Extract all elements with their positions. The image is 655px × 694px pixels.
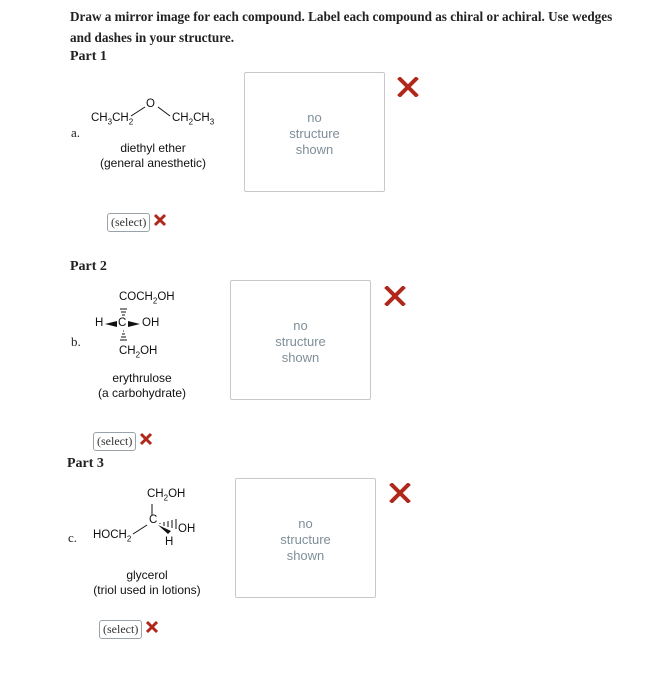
compound-a-name: diethyl ether [120,141,186,155]
glycerol-left-group: $HOCH_2$ [93,529,132,544]
compound-b-name: erythrulose [112,371,172,385]
compound-c-caption [82,568,212,598]
part-2-letter: b. [71,334,81,349]
chirality-select-2[interactable]: (select) [93,432,136,451]
chirality-select-row-3 [99,620,159,639]
no-structure-label: no structure shown [280,516,331,563]
part-3-letter: c. [68,530,78,545]
ether-right-group: $CH_2CH_3$ [172,112,215,127]
incorrect-x-icon [384,286,406,306]
glycerol-c: C [149,514,158,526]
compound-b-use: (a carbohydrate) [97,386,187,400]
drawing-area-part-2[interactable] [230,280,371,400]
select-incorrect-x-icon [145,620,159,639]
select-incorrect-x-icon [153,213,167,232]
compound-c-name: glycerol [126,568,168,582]
structure-erythrulose [88,288,198,368]
ether-left-group: $CH_3CH_2$ [91,112,134,127]
erythrulose-h: H [95,317,104,329]
incorrect-x-icon [397,77,419,97]
incorrect-x-icon [389,483,411,503]
ether-oxygen: O [146,98,155,110]
glycerol-h: H [165,536,174,548]
erythrulose-oh: OH [142,317,160,329]
part-1-letter: a. [71,125,81,140]
compound-c-use: (triol used in lotions) [93,583,201,597]
compound-b-caption [82,371,202,401]
glycerol-top-group: $CH_2OH$ [147,488,186,503]
part-1-title: Part 1 [70,49,107,64]
erythrulose-c: C [118,317,127,329]
chirality-select-3[interactable]: (select) [99,620,142,639]
instructions: Draw a mirror image for each compound. Label each compound as chiral or achiral. Use wedges and dashes in your structure. [70,9,613,45]
part-3-title: Part 3 [67,456,104,471]
chirality-select-row-2 [93,432,153,451]
compound-a-use: (general anesthetic) [99,156,207,170]
erythrulose-top-group: $COCH_2OH$ [119,291,175,306]
glycerol-oh: OH [178,523,196,535]
select-incorrect-x-icon [139,432,153,451]
chirality-select-row-1 [107,213,167,232]
drawing-area-part-3[interactable] [235,478,376,598]
structure-diethyl-ether [88,96,248,136]
part-2-title: Part 2 [70,259,107,274]
chirality-select-1[interactable]: (select) [107,213,150,232]
compound-a-caption [88,141,218,171]
drawing-area-part-1[interactable] [244,72,385,192]
structure-glycerol [88,485,218,560]
no-structure-label: no structure shown [275,318,326,365]
erythrulose-bottom-group: $CH_2OH$ [119,345,158,360]
no-structure-label: no structure shown [289,110,340,157]
